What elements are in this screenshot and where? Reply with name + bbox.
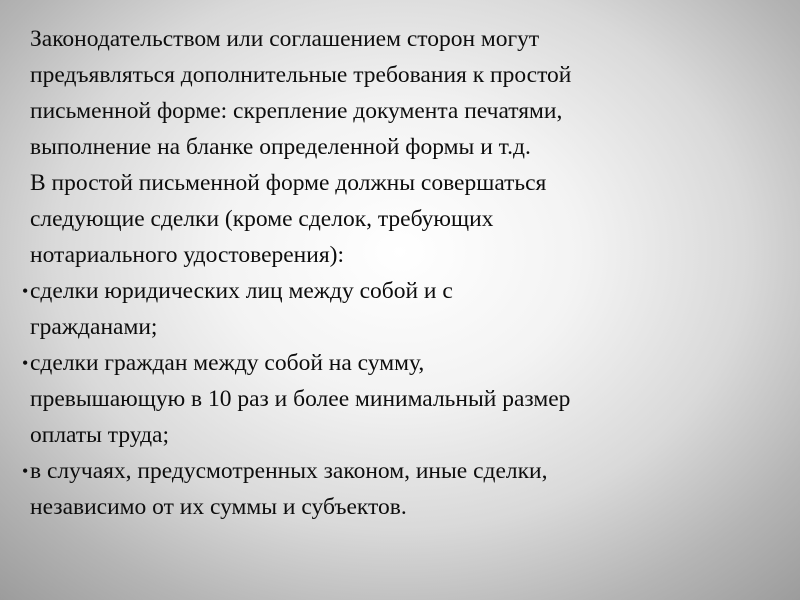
bullet-line: оплаты труда; [30,422,169,448]
paragraph-line: В простой письменной форме должны совершаться [30,170,547,196]
bullet-item-citizens [22,345,782,453]
bullet-item-law-cases [22,453,782,525]
intro-paragraph [22,21,782,165]
paragraph-line: Законодательством или соглашением сторон могут [30,26,540,52]
requirements-paragraph [22,165,782,273]
bullet-icon: • [22,281,29,301]
slide-text-body [22,21,782,525]
paragraph-line: следующие сделки (кроме сделок, требующих [30,206,494,232]
bullet-line: сделки юридических лиц между собой и с [30,278,453,304]
bullet-line: независимо от их суммы и субъектов. [30,494,407,520]
paragraph-line: нотариального удостоверения): [30,242,345,268]
paragraph-line: предъявляться дополнительные требования к простой [30,62,572,88]
paragraph-line: письменной форме: скрепление документа печатями, [30,98,563,124]
bullet-line: сделки граждан между собой на сумму, [30,350,425,376]
bullet-line: в случаях, предусмотренных законом, иные сделки, [30,458,548,484]
bullet-icon: • [22,461,29,481]
paragraph-line: выполнение на бланке определенной формы и т.д. [30,134,531,160]
bullet-line: гражданами; [30,314,158,340]
bullet-item-legal-entities [22,273,782,345]
bullet-line: превышающую в 10 раз и более минимальный размер [30,386,571,412]
bullet-icon: • [22,353,29,373]
